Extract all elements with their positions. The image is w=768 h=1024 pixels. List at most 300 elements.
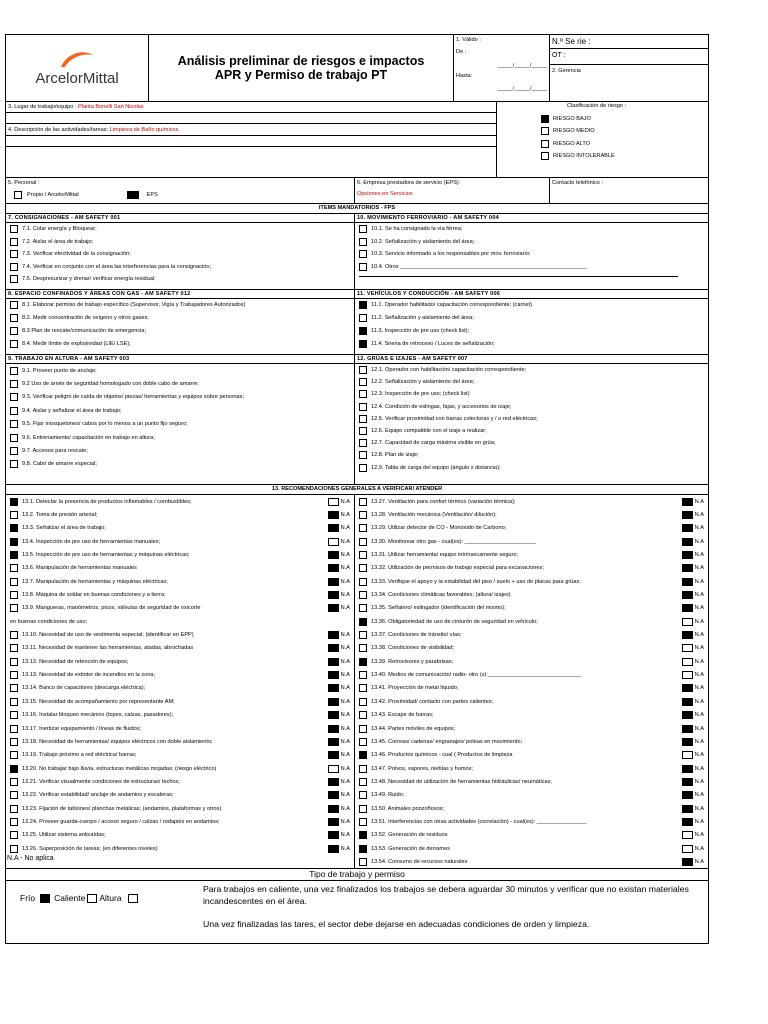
s13-na-checkbox[interactable] (328, 524, 339, 532)
s13-na-checkbox[interactable] (682, 765, 693, 773)
contacto-block[interactable] (550, 178, 708, 203)
s13-right-checkbox[interactable] (359, 658, 367, 666)
s13-right-checkbox[interactable] (359, 564, 367, 572)
s13-na-option (328, 698, 350, 706)
s13-left-item (6, 749, 354, 762)
s13-na-option (328, 791, 350, 799)
s12-checkbox[interactable] (359, 366, 367, 374)
s13-left-item (6, 535, 354, 548)
section-10 (355, 214, 708, 289)
s13-na-label: N.A (340, 725, 350, 732)
s13-na-checkbox[interactable] (328, 725, 339, 733)
s13-na-checkbox[interactable] (682, 631, 693, 639)
s13-left-label: 13.2. Toma de presión arterial; (22, 512, 98, 519)
s13-na-checkbox[interactable] (682, 671, 693, 679)
s13-na-checkbox[interactable] (682, 618, 693, 626)
s13-na-label: N.A (340, 698, 350, 705)
s13-left-checkbox[interactable] (10, 564, 18, 572)
s13-na-checkbox[interactable] (682, 845, 693, 853)
s13-left-checkbox[interactable] (10, 845, 18, 853)
s13-right-checkbox[interactable] (359, 791, 367, 799)
s13-left-label: 13.1. Detectar la presencia de productos inflamables / combustibles; (22, 498, 192, 505)
s13-na-label: N.A (340, 525, 350, 532)
risk-checkbox[interactable] (541, 115, 549, 123)
s13-na-checkbox[interactable] (682, 858, 693, 866)
s13-na-checkbox[interactable] (328, 765, 339, 773)
s13-na-label: N.A (694, 592, 704, 599)
s7-label: 7.3. Verificar efectividad de la consignación; (22, 251, 131, 258)
s12-checkbox[interactable] (359, 415, 367, 423)
s12-checkbox[interactable] (359, 403, 367, 411)
s13-na-checkbox[interactable] (328, 498, 339, 506)
s13-right-label: 13.48. Necesidad de utilización de herramientas hidráulicas/ neumáticas; (371, 778, 552, 785)
s12-checkbox[interactable] (359, 451, 367, 459)
propio-label: Propio / ArcelorMittal (27, 192, 79, 199)
s9-checkbox[interactable] (10, 420, 18, 428)
s9-item (6, 377, 354, 390)
s11-checkbox[interactable] (359, 314, 367, 322)
s12-label: 12.9. Tabla de carga del equipo (ángulo x distancia); (371, 464, 501, 471)
s13-left-checkbox[interactable] (10, 498, 18, 506)
s8-checkbox[interactable] (10, 314, 18, 322)
s13-right-checkbox[interactable] (359, 631, 367, 639)
s13-na-option (682, 644, 704, 652)
risk-checkbox[interactable] (541, 127, 549, 135)
descripcion-line-3[interactable] (6, 147, 496, 159)
s13-left-checkbox[interactable] (10, 725, 18, 733)
s13-na-checkbox[interactable] (328, 578, 339, 586)
risk-checkbox[interactable] (541, 140, 549, 148)
s8-label: 8.3 Plan de rescate/comunicación de emergencia; (22, 327, 147, 334)
s13-right-checkbox[interactable] (359, 711, 367, 719)
s13-na-label: N.A (340, 512, 350, 519)
s8-checkbox[interactable] (10, 301, 18, 309)
s13-na-checkbox[interactable] (328, 551, 339, 559)
s13-right-item (355, 548, 708, 561)
s13-right-checkbox[interactable] (359, 604, 367, 612)
de-date-field[interactable]: _____/_____/_____ (497, 62, 547, 69)
s13-na-checkbox[interactable] (682, 524, 693, 532)
empresa-label: 6. Empresa prestadora de servicio (EPS): (357, 180, 461, 186)
s13-right-checkbox[interactable] (359, 551, 367, 559)
s13-na-label: N.A (340, 552, 350, 559)
s13-left-checkbox[interactable] (10, 591, 18, 599)
s13-left-item (6, 642, 354, 655)
s7-checkbox[interactable] (10, 275, 18, 283)
s13-right-item (355, 722, 708, 735)
s13-left-checkbox[interactable] (10, 604, 18, 612)
s9-checkbox[interactable] (10, 393, 18, 401)
s13-na-checkbox[interactable] (328, 751, 339, 759)
s13-right-label: 13.44. Partes móviles de equipos; (371, 725, 456, 732)
s13-right-checkbox[interactable] (359, 818, 367, 826)
s11-checkbox[interactable] (359, 301, 367, 309)
s13-right-item (355, 855, 708, 868)
s13-right-checkbox[interactable] (359, 831, 367, 839)
s13-na-option (328, 631, 350, 639)
s13-na-checkbox[interactable] (328, 511, 339, 519)
risk-option (541, 150, 708, 163)
s13-left-item (6, 508, 354, 521)
s13-na-label: N.A (694, 645, 704, 652)
s8-item (6, 312, 354, 325)
s13-na-checkbox[interactable] (328, 538, 339, 546)
s13-na-checkbox[interactable] (328, 604, 339, 612)
s13-left-label: 13.6. Manipulación de herramientas manuales (22, 565, 137, 572)
s13-na-option (682, 684, 704, 692)
de-label: De : (456, 49, 467, 56)
s13-right-item (355, 655, 708, 668)
s13-right-item (355, 535, 708, 548)
s13-na-label: N.A (340, 685, 350, 692)
s13-left-checkbox[interactable] (10, 818, 18, 826)
s13-na-label: N.A (694, 498, 704, 505)
s13-na-label: N.A (340, 752, 350, 759)
s13-left-checkbox[interactable] (10, 538, 18, 546)
s13-right-label: 13.28. Ventilación mecánica (Ventilación/ dilución); (371, 512, 497, 519)
s13-left-item (6, 602, 354, 615)
s13-left-item (6, 668, 354, 681)
s13-left-checkbox[interactable] (10, 778, 18, 786)
ot-label[interactable]: OT : (550, 49, 708, 65)
s13-left-item (6, 789, 354, 802)
s7-item (6, 248, 354, 261)
s13-na-checkbox[interactable] (328, 698, 339, 706)
s13-na-label: N.A (340, 605, 350, 612)
s13-right-label: 13.51. Interferencias con otras actividades (correlación) - cual(es): ________________ (371, 818, 587, 825)
gerencia-label[interactable]: 2. Gerencia (552, 68, 581, 74)
caliente-checkbox[interactable] (87, 894, 97, 903)
s13-na-label: N.A (694, 818, 704, 825)
s13-na-checkbox[interactable] (682, 725, 693, 733)
s13-na-checkbox[interactable] (328, 671, 339, 679)
s13-na-label: N.A (694, 752, 704, 759)
s13-na-checkbox[interactable] (328, 818, 339, 826)
s13-left-checkbox[interactable] (10, 831, 18, 839)
s9-checkbox[interactable] (10, 380, 18, 388)
s13-na-option (328, 498, 350, 506)
s13-right-item (355, 695, 708, 708)
s13-na-checkbox[interactable] (328, 591, 339, 599)
s9-checkbox[interactable] (10, 447, 18, 455)
s13-left-label: 13.14. Banco de capacitores (descarga eléctrica); (22, 685, 146, 692)
s13-left-item (6, 722, 354, 735)
s13-right-checkbox[interactable] (359, 644, 367, 652)
s13-na-checkbox[interactable] (682, 644, 693, 652)
s13-left-checkbox[interactable] (10, 791, 18, 799)
s12-item (355, 437, 708, 449)
s13-na-checkbox[interactable] (682, 578, 693, 586)
s13-left-checkbox[interactable] (10, 765, 18, 773)
items-title-text: ITEMS MANDATORIOS - FPS (318, 205, 396, 212)
risk-options (541, 112, 708, 162)
risk-checkbox[interactable] (541, 152, 549, 160)
s10-checkbox[interactable] (359, 238, 367, 246)
s13-left-item (6, 802, 354, 815)
s9-label: 9.6. Entrenamiento/ capacitación en trabajo en altura; (22, 434, 155, 441)
s10-checkbox[interactable] (359, 225, 367, 233)
s13-na-checkbox[interactable] (682, 604, 693, 612)
s13-na-checkbox[interactable] (328, 684, 339, 692)
s12-item (355, 376, 708, 388)
s13-right-checkbox[interactable] (359, 684, 367, 692)
s13-na-checkbox[interactable] (682, 778, 693, 786)
s13-na-checkbox[interactable] (682, 684, 693, 692)
s13-right-checkbox[interactable] (359, 618, 367, 626)
s9-label: 9.3. Verificar peligro de caída de objetos/ piezas/ herramientas y equipos sobre personas; (22, 394, 245, 401)
s13-na-option (682, 778, 704, 786)
s13-right-checkbox[interactable] (359, 751, 367, 759)
s11-checkbox[interactable] (359, 340, 367, 348)
s7-item (6, 261, 354, 274)
section-12-items (355, 364, 708, 474)
s13-left-label: 13.21. Verificar visualmente condiciones de estructuras/ techos; (22, 778, 180, 785)
s13-na-label: N.A (694, 618, 704, 625)
s13-na-checkbox[interactable] (682, 551, 693, 559)
s8-checkbox[interactable] (10, 340, 18, 348)
s13-na-checkbox[interactable] (682, 538, 693, 546)
s10-item (355, 236, 708, 249)
s13-right-label: 13.42. Proximidad/ contacto con partes calientes; (371, 698, 494, 705)
s12-checkbox[interactable] (359, 427, 367, 435)
s13-left-checkbox[interactable] (10, 805, 18, 813)
s13-right-checkbox[interactable] (359, 738, 367, 746)
s12-item (355, 462, 708, 474)
s13-na-label: N.A (694, 538, 704, 545)
s13-left-checkbox[interactable] (10, 738, 18, 746)
s9-item (6, 391, 354, 404)
s13-na-checkbox[interactable] (682, 831, 693, 839)
s13-na-checkbox[interactable] (328, 805, 339, 813)
frio-checkbox[interactable] (40, 894, 50, 903)
s13-na-label: N.A (340, 818, 350, 825)
s13-left-checkbox[interactable] (10, 698, 18, 706)
s13-left-checkbox[interactable] (10, 671, 18, 679)
propio-checkbox[interactable] (14, 191, 22, 199)
s12-checkbox[interactable] (359, 390, 367, 398)
title-line-1: Análisis preliminar de riesgos e impactos (177, 54, 425, 68)
section-11-items (355, 299, 708, 350)
s13-na-option (328, 604, 350, 612)
personal-row (6, 178, 708, 204)
s13-right-checkbox[interactable] (359, 765, 367, 773)
s13-na-option (682, 564, 704, 572)
s13-right-checkbox[interactable] (359, 538, 367, 546)
s13-right-label: 13.43. Escape de barras; (371, 712, 434, 719)
s13-na-option (328, 578, 350, 586)
s9-checkbox[interactable] (10, 367, 18, 375)
s11-label: 11.2. Señalización y aislamiento del área; (371, 315, 474, 322)
s7-checkbox[interactable] (10, 225, 18, 233)
s13-na-checkbox[interactable] (328, 778, 339, 786)
s9-item (6, 364, 354, 377)
s13-na-option (682, 831, 704, 839)
s13-na-checkbox[interactable] (682, 738, 693, 746)
s13-right-label: 13.32. Utilización de permisos de trabajo especial para excavaciones; (371, 565, 544, 572)
s13-left-checkbox[interactable] (10, 578, 18, 586)
s13-left-label: 13.13. Necesidad de extintor de incendios en la zona; (22, 672, 156, 679)
s13-na-option (682, 671, 704, 679)
s13-na-option (682, 631, 704, 639)
s7-checkbox[interactable] (10, 238, 18, 246)
s13-right-checkbox[interactable] (359, 524, 367, 532)
s13-left-label: 13.4. Inspección de pre uso de herramientas manuales; (22, 538, 161, 545)
s13-right-checkbox[interactable] (359, 845, 367, 853)
s13-na-option (682, 538, 704, 546)
s13-na-option (682, 858, 704, 866)
s13-na-option (682, 591, 704, 599)
s10-checkbox[interactable] (359, 250, 367, 258)
s13-na-checkbox[interactable] (682, 591, 693, 599)
s13-right-item (355, 668, 708, 681)
section-8-items (6, 299, 354, 350)
s9-checkbox[interactable] (10, 434, 18, 442)
s13-right-item (355, 602, 708, 615)
s13-na-option (328, 658, 350, 666)
s9-checkbox[interactable] (10, 407, 18, 415)
form-header (6, 35, 708, 102)
s13-left-checkbox[interactable] (10, 711, 18, 719)
s12-item (355, 401, 708, 413)
s13-na-checkbox[interactable] (328, 564, 339, 572)
s13-na-checkbox[interactable] (682, 791, 693, 799)
eps-checkbox[interactable] (127, 191, 139, 199)
s12-checkbox[interactable] (359, 439, 367, 447)
altura-checkbox[interactable] (128, 894, 138, 903)
s13-right-checkbox[interactable] (359, 698, 367, 706)
serie-label[interactable]: N.º Se rie : (550, 35, 708, 49)
s13-right-item (355, 682, 708, 695)
s8-checkbox[interactable] (10, 327, 18, 335)
s13-na-label: N.A (694, 525, 704, 532)
s13-right-checkbox[interactable] (359, 725, 367, 733)
descripcion-line-2[interactable] (6, 136, 496, 147)
s13-right-label: 13.53. Generación de derrames (371, 845, 450, 852)
s13-na-label: N.A (694, 552, 704, 559)
s13-na-checkbox[interactable] (682, 698, 693, 706)
s13-na-option (682, 765, 704, 773)
s13-right-label: 13.40. Medios de comunicación/ radio- otro (s):______________________________ (371, 672, 582, 679)
s13-na-option (328, 778, 350, 786)
s13-right-item (355, 815, 708, 828)
s13-na-checkbox[interactable] (328, 658, 339, 666)
s13-left-checkbox[interactable] (10, 684, 18, 692)
descripcion-field[interactable] (6, 124, 496, 136)
s9-checkbox[interactable] (10, 460, 18, 468)
s13-na-checkbox[interactable] (328, 791, 339, 799)
s13-na-label: N.A (340, 565, 350, 572)
s13-na-checkbox[interactable] (328, 644, 339, 652)
s13-na-option (328, 671, 350, 679)
s13-right-label: 13.35. Señalero/ eslingador (identificación del mismo); (371, 605, 506, 612)
s12-item (355, 388, 708, 400)
s13-left-checkbox[interactable] (10, 751, 18, 759)
tipo-options (20, 893, 138, 903)
s7-checkbox[interactable] (10, 263, 18, 271)
s13-na-checkbox[interactable] (682, 818, 693, 826)
s13-left-checkbox[interactable] (10, 644, 18, 652)
section-11 (355, 290, 708, 354)
s8-label: 8.4. Medir límite de explosividad (LIE/ LSE); (22, 340, 131, 347)
s9-label: 9.2 Uso de arnés de seguridad homologado con doble cabo de amarre; (22, 381, 199, 388)
lugar-field[interactable] (6, 102, 496, 113)
s13-right-item (355, 802, 708, 815)
s11-checkbox[interactable] (359, 327, 367, 335)
s13-na-checkbox[interactable] (682, 751, 693, 759)
s13-left-checkbox[interactable] (10, 511, 18, 519)
s13-na-checkbox[interactable] (682, 511, 693, 519)
s13-na-checkbox[interactable] (328, 738, 339, 746)
s10-checkbox[interactable] (359, 263, 367, 271)
s13-na-label: N.A (694, 578, 704, 585)
s13-right-checkbox[interactable] (359, 591, 367, 599)
s13-na-checkbox[interactable] (682, 711, 693, 719)
s13-left-checkbox[interactable] (10, 631, 18, 639)
s13-na-checkbox[interactable] (682, 805, 693, 813)
s13-left-checkbox[interactable] (10, 551, 18, 559)
s13-na-option (328, 765, 350, 773)
s13-na-checkbox[interactable] (328, 711, 339, 719)
s13-right-checkbox[interactable] (359, 671, 367, 679)
s13-left-checkbox[interactable] (10, 524, 18, 532)
s9-item (6, 431, 354, 444)
descripcion-label: 4. Descripción de las actividades/tareas: (8, 127, 109, 133)
s13-na-option (328, 524, 350, 532)
s13-na-checkbox[interactable] (682, 564, 693, 572)
s13-na-checkbox[interactable] (328, 845, 339, 853)
lugar-value: Planta Bonelli San Nicolas (77, 104, 144, 110)
work-info-row (6, 102, 708, 178)
s13-right-checkbox[interactable] (359, 858, 367, 866)
s12-checkbox[interactable] (359, 378, 367, 386)
s7-checkbox[interactable] (10, 250, 18, 258)
hasta-date-field[interactable]: _____/_____/_____ (497, 85, 547, 92)
s11-label: 11.3. Inspección de pre uso (check list); (371, 327, 470, 334)
arcelormittal-logo-icon (57, 49, 97, 69)
s13-left-label: 13.19. Trabajo próximo a red eléctrica/ barras; (22, 752, 137, 759)
s13-left-label: 13.7. Manipulación de herramientas y máquinas eléctricas; (22, 578, 168, 585)
section-12 (355, 355, 708, 484)
s10-label: 10.3. Servicio informado a los responsables por mov. ferroviario; (371, 251, 531, 258)
s12-checkbox[interactable] (359, 464, 367, 472)
section-7-items (6, 223, 354, 286)
s13-right-checkbox[interactable] (359, 511, 367, 519)
s13-na-label: N.A (694, 565, 704, 572)
s13-na-checkbox[interactable] (682, 498, 693, 506)
s13-na-checkbox[interactable] (328, 631, 339, 639)
s7-item (6, 273, 354, 286)
s13-na-label: N.A (694, 698, 704, 705)
s13-na-option (328, 751, 350, 759)
s13-right-checkbox[interactable] (359, 498, 367, 506)
work-info (6, 102, 497, 177)
s13-na-checkbox[interactable] (682, 658, 693, 666)
s13-right-label: 13.34. Condiciones climáticas favorables; (altura/ izajes) (371, 592, 511, 599)
s13-na-option (682, 698, 704, 706)
s13-right-checkbox[interactable] (359, 578, 367, 586)
s13-right-item (355, 615, 708, 628)
s13-left-checkbox[interactable] (10, 658, 18, 666)
s13-right-checkbox[interactable] (359, 778, 367, 786)
s13-na-checkbox[interactable] (328, 831, 339, 839)
s13-na-label: N.A (340, 712, 350, 719)
s13-right-checkbox[interactable] (359, 805, 367, 813)
s12-label: 12.7. Capacidad de carga máxima visible en grúa; (371, 440, 496, 447)
lugar-extra-line[interactable] (6, 113, 496, 124)
s13-left-label: 13.25. Utilizar sistema anticaídas; (22, 832, 106, 839)
empresa-value[interactable]: Opciones en Servicios (357, 191, 413, 198)
risk-option (541, 125, 708, 138)
